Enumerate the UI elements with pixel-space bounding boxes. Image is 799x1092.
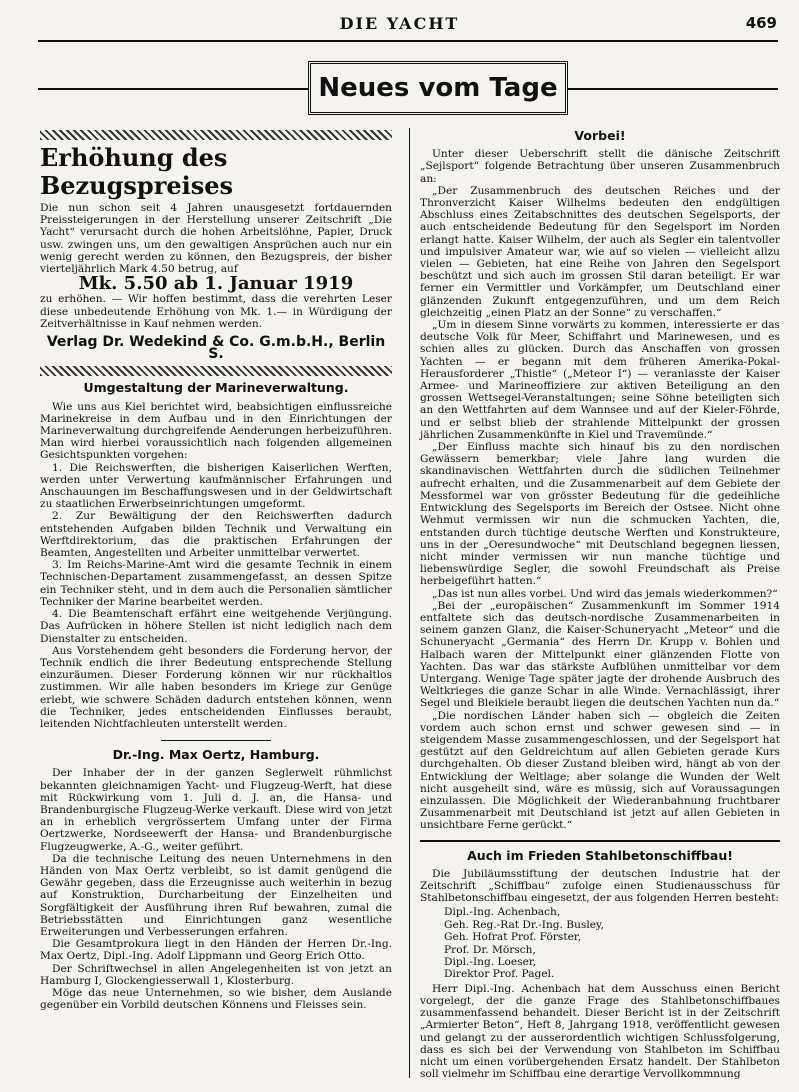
committee-member: Dipl.-Ing. Achenbach,	[444, 906, 561, 919]
vorbei-article-p4: „Der Einfluss machte sich hinauf bis zu den nordischen Gewässern bemerkbar; viele Jahre lang wurden die skandinavischen Wettfahrten durch die südlichen Teilnehmer aufrecht erhalten, und die Zusammenarbeit auf dem Gebiete der Messformel war von grösster Bedeutung für die gedeihliche Entwicklung des Segelsports im Bereich der Ostsee. Nicht ohne Wehmut vermissen wir nun die schmucken Yachten, die, entstanden durch tüchtige deutsche Werften und Konstrukteure, uns in der „Oeresundwoche“ mit Deutschland begegnen liessen, nicht minder vermissen wir nun manche tüchtige und liebenswürdige Segler, die sowohl Freundschaft als Preise herbeigeführt hatten.“	[420, 441, 780, 588]
committee-member: Direktor Prof. Pagel.	[444, 968, 555, 981]
marine-article-p4: 3. Im Reichs-Marine-Amt wird die gesamte Technik in einem Technischen-Departament zusammengefasst, an dessen Spitze ein Techniker steht, und in dem auch die Personalien sämtlicher Techniker der Marine bearbeitet werden.	[40, 559, 392, 608]
page-number: 469	[745, 14, 777, 32]
committee-members	[444, 906, 780, 980]
column-divider	[409, 128, 410, 1078]
price-article-p1: Die nun schon seit 4 Jahren unausgesetzt fortdauernden Preissteigerungen in der Herstellung unserer Zeitschrift „Die Yacht“ verursacht durch die hohen Arbeitslöhne, Papier, Druck usw. zwingen uns, um den gewaltigen Ansprüchen auch nur ein wenig gerecht werden zu können, den Bezugspreis, der bisher vierteljährlich Mark 4.50 betrug, auf	[40, 202, 392, 276]
oertz-article-p1: Der Inhaber der in der ganzen Seglerwelt rühmlichst bekannten gleichnamigen Yacht- und Flugzeug-Werft, hat diese mit Rückwirkung vom 1. Juli d. J. an, die Hansa- und Brandenburgische Flugzeug-Werke verkauft. Diese wird von jetzt an in erheblich vergrössertem Umfang unter der Firma Oertzwerke, Nordseewerft der Hansa- und Brandenburgische Flugzeugwerke, A.-G., weiter geführt.	[40, 767, 392, 853]
section-banner	[38, 55, 778, 123]
oertz-article-p2: Da die technische Leitung des neuen Unternehmens in den Händen von Max Oertz verbleibt, so ist damit genügend die Gewähr gegeben, dass die Erzeugnisse auch weiterhin in bezug auf Konstruktion, Durcharbeitung der Einzelheiten und Sorgfältigkeit der Ausführung ihren Ruf bewahren, zumal die Betriebsstätten und Einrichtungen ganz wesentliche Erweiterungen und Verbesserungen erfahren.	[40, 852, 392, 938]
committee-member: Prof. Dr. Mörsch,	[444, 943, 536, 956]
oertz-article-p3: Die Gesamtprokura liegt in den Händen der Herren Dr.-Ing. Max Oertz, Dipl.-Ing. Adolf Lippmann und Georg Erich Otto.	[40, 938, 392, 963]
marine-article-p3: 2. Zur Bewältigung der den Reichswerften dadurch entstehenden Aufgaben bilden Technik und Verwaltung ein Werftdirektorium, das die praktischen Erfahrungen der Beamten, Angestellten und Arbeiter unmittelbar verwertet.	[40, 510, 392, 560]
oertz-article-title: Dr.-Ing. Max Oertz, Hamburg.	[112, 747, 320, 763]
marine-article-title: Umgestaltung der Marineverwaltung.	[83, 380, 349, 396]
publisher-line: Verlag Dr. Wedekind & Co. G.m.b.H., Berlin S.	[46, 334, 386, 363]
beton-article-p2: Herr Dipl.-Ing. Achenbach hat dem Ausschuss einen Bericht vorgelegt, der die ganze Frage des Stahlbetonschiffbaues zusammenfassend behandelt. Dieser Bericht ist in der Zeitschrift „Armierter Beton“, Heft 8, Jahrgang 1918, veröffentlicht gewesen und gelangt zu der ausserordentlich wichtigen Schlussfolgerung, dass es sich bei der Verwendung von Stahlbeton im Schiffbau nicht um einen vorübergehenden Ersatz handelt. Der Stahlbeton soll vielmehr im Schiffbau eine derartige Vervollkommnung	[420, 982, 780, 1081]
oertz-article-p4: Der Schriftwechsel in allen Angelegenheiten ist von jetzt an Hamburg I, Glockengiesserwall 1, Klosterburg.	[40, 962, 392, 987]
vorbei-article-p3: „Um in diesem Sinne vorwärts zu kommen, interessierte er das deutsche Volk für Meer, Schiffahrt und Marinewesen, und es schien alles zu glücken. Durch das Anschaffen von grossen Yachten — er begann mit dem früheren Amerika-Pokal-Herausforderer „Thistle“ („Meteor I“) — veranlasste der Kaiser Armee- und Marineoffiziere zur aktiven Beteiligung an den grossen Wettsegel-Veranstaltungen; seine Söhne beteiligten sich an den Wettfahrten auf dem Wannsee und auf der Kieler-Föhrde, und er selbst blieb der strahlende Mittelpunkt der grossen jährlichen Zusammenkünfte in Kiel und Travemünde.“	[420, 319, 780, 441]
left-column	[40, 128, 392, 1011]
article-separator	[420, 840, 780, 842]
marine-article-p1: Wie uns aus Kiel berichtet wird, beabsichtigen einflussreiche Marinekreise in dem Aufbau und in den Einrichtungen der Marineverwaltung durchgreifende Aenderungen herbeizuführen. Man wird hierbei voraussichtlich nach folgenden allgemeinen Gesichtspunkten vorgehen:	[40, 400, 392, 462]
beton-article-title: Auch im Frieden Stahlbetonschiffbau!	[467, 847, 733, 863]
committee-member: Dipl.-Ing. Loeser,	[444, 956, 537, 969]
vorbei-article-p2: „Der Zusammenbruch des deutschen Reiches und der Thronverzicht Kaiser Wilhelms bedeuten den endgültigen Abschluss eines Zeitabschnittes des deutschen Segelsports, der auch entscheidende Bedeutung für den Segelsport im Norden erlangt hatte. Kaiser Wilhelm, der auch als Segler ein talentvoller und impulsiver Amateur war, wie auf so vielen — vielleicht allzu vielen — Gebieten, hat eine Reihe von Jahren den Segelsport beschützt und sich auch im grossen Stil daran beteiligt. Er war ferner ein Vermittler und Vorkämpfer, um Deutschland einer glänzenden Zukunft entgegenzuführen, und um dem Reich gleichzeitig „einen Platz an der Sonne“ zu verschaffen.“	[420, 184, 780, 319]
banner-title: Neues vom Tage	[308, 61, 568, 115]
oertz-article-p5: Möge das neue Unternehmen, so wie bisher, dem Auslande gegenüber ein Vorbild deutschen Könnens und Fleisses sein.	[40, 986, 392, 1012]
vorbei-article-p7: „Die nordischen Länder haben sich — obgleich die Zeiten vordem auch schon ernst und schwer gewesen sind — in steigendem Masse zusammengeschlossen, und der Segelsport hat gestützt auf den Geldreichtum auf allen Gebieten gerade Kurs durchgehalten. Ob dieser Zustand bleiben wird, hängt ab von der Entwicklung der Weltlage; aber solange die Wunden der Welt nicht ausgeheilt sind, wäre es müssig, sich auf Voraussagungen einzulassen. Die Möglichkeit der Wiederanbahnung fruchtbarer Zusammenarbeit mit Deutschland ist jetzt auf allen Gebieten in unsichtbare Ferne gerückt.“	[420, 709, 780, 832]
marine-article-p6: Aus Vorstehendem geht besonders die Forderung hervor, der Technik endlich die ihrer Bedeutung entsprechende Stellung einzuräumen. Dieser Forderung können wir nur rückhaltlos zustimmen. Wir alle haben besonders im Kriege zur Genüge erlebt, wie schwere Schäden dadurch entstehen können, wenn die Techniker, jedes entscheidenden Einflusses beraubt, leitenden Nichtfachleuten unterstellt werden.	[40, 644, 392, 730]
vorbei-article-p6: „Bei der „europäischen“ Zusammenkunft im Sommer 1914 entfaltete sich das deutsch-nordische Zusammenarbeiten in seinem ganzen Glanz, die Kaiser-Schuneryacht „Meteor“ und die Schuneryacht „Germania“ des Herrn Dr. Krupp v. Bohlen und Halbach waren der Mittelpunkt einer glänzenden Flotte von Yachten. Das war das stärkste Aufblühen unmittelbar vor dem Untergang. Wenige Tage später jagte der drohende Ausbruch des Weltkrieges die ganze Schar in alle Winde. Vernachlässigt, ihrer Segel und Bleikiele beraubt liegen die deutschen Yachten nun da.“	[420, 599, 780, 710]
committee-member: Geh. Reg.-Rat Dr.-Ing. Busley,	[444, 918, 604, 931]
price-article-p2: zu erhöhen. — Wir hoffen bestimmt, dass die verehrten Leser diese unbedeutende Erhöhung von Mk. 1.— in Würdigung der Zeitverhältnisse in Kauf nehmen werden.	[40, 293, 392, 330]
price-article-price: Mk. 5.50 ab 1. Januar 1919	[78, 273, 354, 295]
vorbei-article-title: Vorbei!	[574, 128, 626, 143]
header-rule	[38, 40, 778, 42]
right-column	[420, 128, 780, 1080]
article-separator	[161, 740, 271, 741]
running-title: DIE YACHT	[339, 14, 460, 33]
beton-article-p1: Die Jubiläumsstiftung der deutschen Industrie hat der Zeitschrift „Schiffbau“ zufolge einen Studienausschuss für Stahlbetonschiffbau eingesetzt, der aus folgenden Herren besteht:	[420, 867, 780, 905]
price-article-title: Erhöhung des Bezugspreises	[40, 143, 234, 200]
committee-member: Geh. Hofrat Prof. Förster,	[444, 931, 582, 944]
ornament-rule	[40, 366, 392, 376]
ornament-rule	[40, 130, 392, 140]
vorbei-article-p1: Unter dieser Ueberschrift stellt die dänische Zeitschrift „Sejlsport“ folgende Betrachtung über unseren Zusammenbruch an:	[420, 148, 780, 185]
vorbei-article-p5: „Das ist nun alles vorbei. Und wird das jemals wiederkommen?“	[432, 587, 778, 600]
marine-article-p5: 4. Die Beamtenschaft erfährt eine weitgehende Verjüngung. Das Aufrücken in höhere Stellen ist nicht lediglich nach dem Dienstalter zu entscheiden.	[40, 608, 392, 645]
marine-article-p2: 1. Die Reichswerften, die bisherigen Kaiserlichen Werften, werden unter Verwertung kaufmännischer Erfahrungen und Anschauungen im Beschaffungswesen und in der Geldwirtschaft zu staatlichen Erwerbseinrichtungen umgeformt.	[40, 461, 392, 511]
